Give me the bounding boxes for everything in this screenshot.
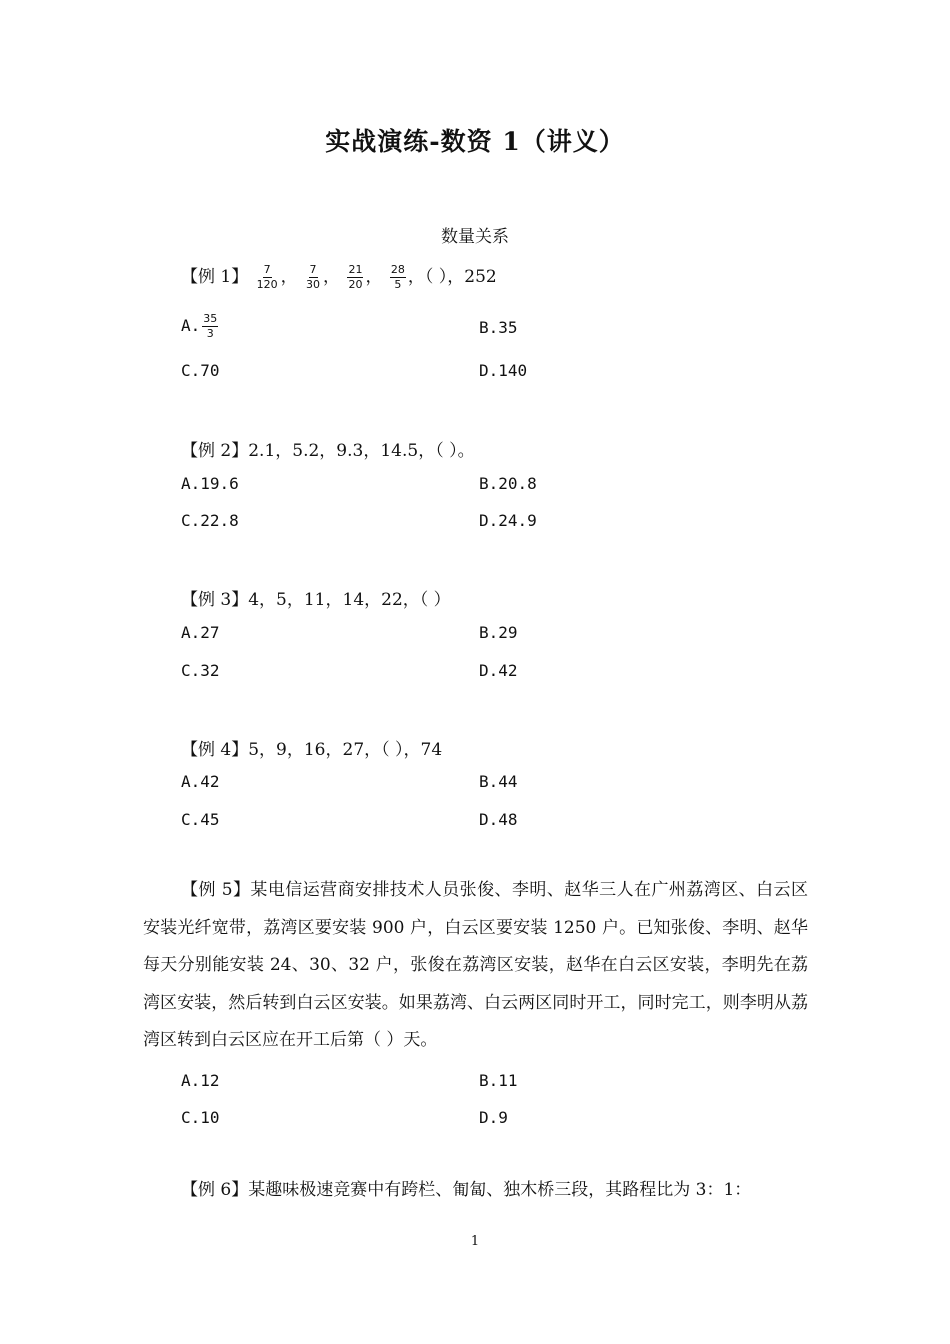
- question-6: [143, 1172, 808, 1210]
- option-c: C.32: [181, 661, 220, 680]
- question-text: 5，9，16，27，（ ），74: [248, 740, 443, 760]
- fraction: $\frac{7}{30}$: [306, 263, 321, 291]
- option-b: B.29: [479, 623, 518, 642]
- option-a: A.19.6: [181, 474, 239, 493]
- question-label: 【例 3】: [181, 590, 249, 610]
- question-label: 【例 1】: [181, 267, 249, 287]
- option-d: D.48: [479, 810, 518, 829]
- question-tail: （ ），252: [424, 267, 497, 287]
- question-label: 【例 2】: [181, 441, 249, 461]
- question-text: 2.1，5.2，9.3，14.5，（ ）。: [248, 441, 475, 461]
- question-1: 【例 1】 $\frac{7}{120}$ ， $\frac{7}{30}$ ， $\frac{21}{20}$ ， $\frac{28}{5}$ ，（ ），252: [181, 263, 497, 291]
- option-c: C.70: [181, 361, 220, 380]
- option-a: A. $\frac{35}{3}$: [181, 312, 218, 340]
- fraction: $\frac{7}{120}$: [256, 263, 278, 291]
- option-d: D.9: [479, 1108, 508, 1127]
- option-b: B.44: [479, 772, 518, 791]
- page-number: 1: [470, 1234, 480, 1249]
- fraction: $\frac{21}{20}$: [348, 263, 363, 291]
- question-2: [181, 436, 475, 461]
- question-label: 【例 5】: [181, 880, 251, 900]
- option-d: D.140: [479, 361, 528, 380]
- option-c: C.45: [181, 810, 220, 829]
- option-d: D.42: [479, 661, 518, 680]
- fraction: $\frac{35}{3}$: [203, 312, 218, 340]
- option-a: A.27: [181, 623, 220, 642]
- question-label: 【例 4】: [181, 740, 249, 760]
- option-a: A.42: [181, 772, 220, 791]
- question-text: 某电信运营商安排技术人员张俊、李明、赵华三人在广州荔湾区、白云区安装光纤宽带，荔湾区要安装 900 户，白云区要安装 1250 户。已知张俊、李明、赵华每天分别能安装 24、30、32 户，张俊在荔湾区安装，赵华在白云区安装，李明先在荔湾区安装，然后转到白云区安装。如果荔湾、白云两区同时开工，同时完工，则李明从荔湾区转到白云区应在开工后第（ ）天。: [143, 880, 808, 1050]
- question-5: [143, 872, 808, 1060]
- option-a: A.12: [181, 1071, 220, 1090]
- option-b: B.11: [479, 1071, 518, 1090]
- section-title: 数量关系: [441, 227, 509, 247]
- page-title: 实战演练-数资 1（讲义）: [325, 127, 625, 156]
- question-text: 4，5，11，14，22，（ ）: [248, 590, 451, 610]
- fraction: $\frac{28}{5}$: [390, 263, 405, 291]
- question-3: [181, 585, 451, 610]
- option-c: C.10: [181, 1108, 220, 1127]
- option-d: D.24.9: [479, 511, 537, 530]
- question-text: 某趣味极速竞赛中有跨栏、匍匐、独木桥三段，其路程比为 3：1：: [248, 1180, 752, 1200]
- question-label: 【例 6】: [181, 1180, 249, 1200]
- option-b: B.35: [479, 318, 518, 337]
- option-b: B.20.8: [479, 474, 537, 493]
- option-c: C.22.8: [181, 511, 239, 530]
- question-4: [181, 735, 442, 760]
